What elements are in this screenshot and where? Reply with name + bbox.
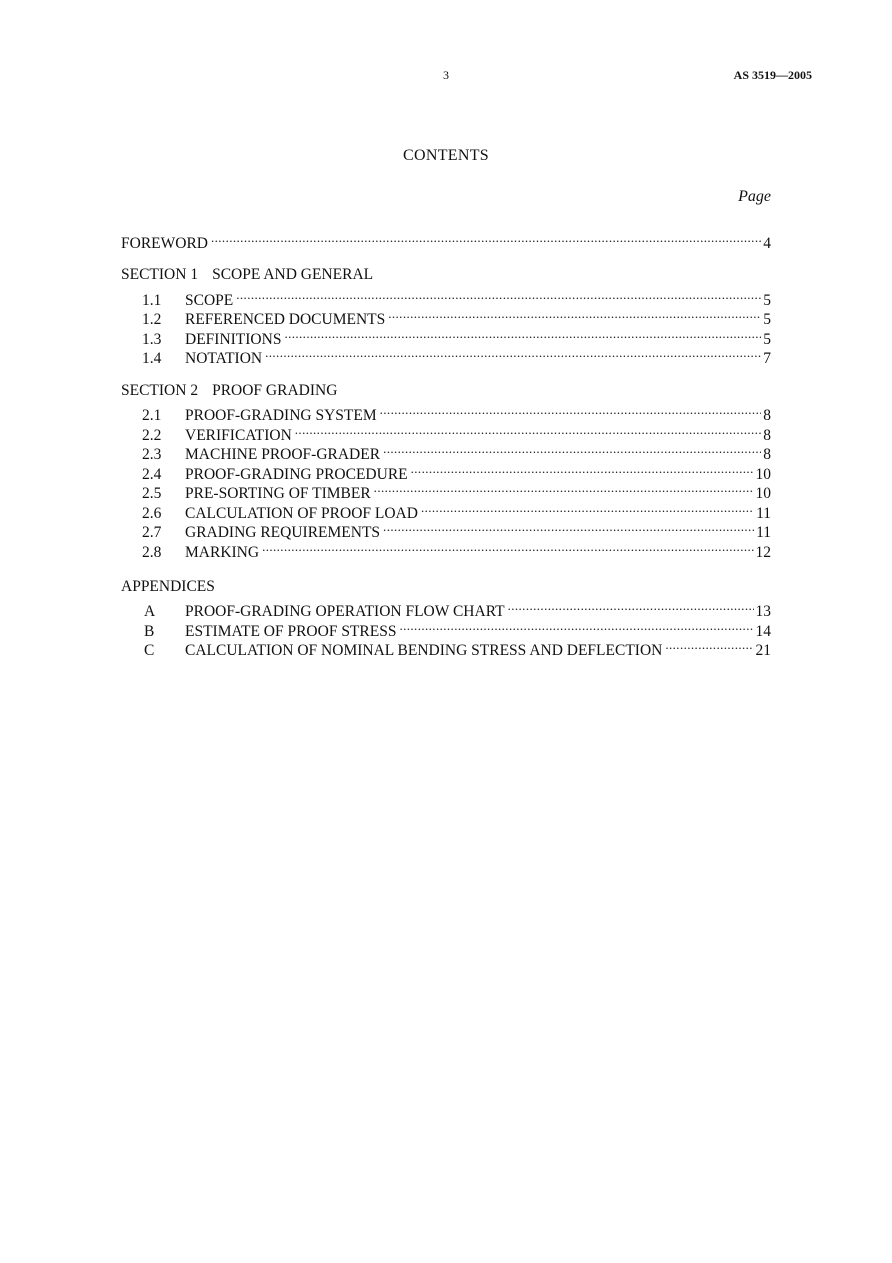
toc-entry-page: 11 [756,524,771,541]
toc-entry-title: DEFINITIONS [185,331,282,348]
page-column-label: Page [738,188,771,205]
toc-entry-page: 4 [763,235,771,252]
toc-entry-title: PROOF-GRADING PROCEDURE [185,466,408,483]
toc-entry-page: 10 [755,466,771,483]
toc-entry-page: 8 [763,407,771,424]
page-number: 3 [443,68,449,82]
toc-entry-number: 2.3 [142,446,162,463]
toc-entry-number: 1.4 [142,350,162,367]
toc-entry-number: 1.3 [142,331,162,348]
toc-entry-appendix-a[interactable] [121,596,771,620]
toc-entry-page: 5 [763,331,771,348]
section-title: PROOF GRADING [212,382,338,399]
toc-entry-1-2[interactable] [121,304,771,328]
toc-entry-title: ESTIMATE OF PROOF STRESS [185,623,397,640]
toc-entry-number: A [144,603,156,620]
toc-entry-number: 2.6 [142,505,162,522]
dot-leader [411,459,754,479]
dot-leader [265,343,761,363]
toc-entry-2-2[interactable] [121,420,771,444]
dot-leader [284,324,761,344]
section-title: SCOPE AND GENERAL [212,266,374,283]
toc-entry-number: 2.4 [142,466,162,483]
toc-entry-page: 10 [755,485,771,502]
toc-entry-number: 2.2 [142,427,162,444]
dot-leader [508,596,754,616]
toc-entry-foreword[interactable] [121,228,771,252]
toc-entry-title: NOTATION [185,350,263,367]
toc-entry-title: CALCULATION OF NOMINAL BENDING STRESS AND DEFLECTION [185,642,663,659]
toc-entry-page: 5 [763,311,771,328]
toc-entry-2-8[interactable] [121,537,771,561]
section-heading-1[interactable] [121,265,373,285]
section-number: SECTION 1 [121,266,199,283]
toc-entry-title: MACHINE PROOF-GRADER [185,446,381,463]
toc-entry-1-3[interactable] [121,324,771,348]
toc-entry-number: 2.8 [142,544,162,561]
toc-entry-1-1[interactable] [121,285,771,309]
toc-entry-page: 12 [755,544,771,561]
dot-leader [262,537,753,557]
toc-entry-page: 8 [763,446,771,463]
toc-entry-title: CALCULATION OF PROOF LOAD [185,505,418,522]
toc-entry-page: 21 [755,642,771,659]
toc-entry-page: 11 [756,505,771,522]
dot-leader [388,304,761,324]
section-heading-2[interactable] [121,381,337,401]
toc-entry-number: 1.2 [142,311,162,328]
toc-entry-appendix-b[interactable] [121,616,771,640]
dot-leader [374,478,754,498]
dot-leader [295,420,761,440]
toc-entry-2-5[interactable] [121,478,771,502]
toc-entry-title: GRADING REQUIREMENTS [185,524,381,541]
toc-entry-number: B [144,623,155,640]
dot-leader [236,285,761,305]
toc-entry-number: 2.5 [142,485,162,502]
contents-title: CONTENTS [403,147,489,164]
toc-entry-page: 13 [755,603,771,620]
dot-leader [421,498,754,518]
toc-entry-title: PROOF-GRADING OPERATION FLOW CHART [185,603,505,620]
toc-entry-number: C [144,642,155,659]
toc-entry-page: 8 [763,427,771,444]
appendices-heading[interactable]: APPENDICES [121,578,215,595]
toc-entry-page: 14 [755,623,771,640]
toc-entry-title: SCOPE [185,292,234,309]
dot-leader [211,228,761,248]
toc-entry-2-4[interactable] [121,459,771,483]
dot-leader [380,400,762,420]
toc-entry-page: 7 [763,350,771,367]
toc-entry-2-1[interactable] [121,400,771,424]
toc-entry-appendix-c[interactable] [121,635,771,659]
toc-entry-1-4[interactable] [121,343,771,367]
toc-entry-2-3[interactable] [121,439,771,463]
dot-leader [399,616,753,636]
toc-entry-2-7[interactable] [121,517,771,541]
toc-entry-title: VERIFICATION [185,427,292,444]
toc-entry-title: PROOF-GRADING SYSTEM [185,407,377,424]
toc-entry-number: 2.1 [142,407,162,424]
toc-entry-page: 5 [763,292,771,309]
toc-entry-title: MARKING [185,544,260,561]
dot-leader [383,439,761,459]
toc-entry-title: FOREWORD [121,235,208,252]
dot-leader [383,517,754,537]
section-number: SECTION 2 [121,382,199,399]
toc-entry-number: 2.7 [142,524,162,541]
dot-leader [665,635,753,655]
toc-entry-title: PRE-SORTING OF TIMBER [185,485,371,502]
toc-entry-2-6[interactable] [121,498,771,522]
toc-entry-title: REFERENCED DOCUMENTS [185,311,386,328]
standard-identifier: AS 3519—2005 [733,68,812,82]
toc-entry-number: 1.1 [142,292,162,309]
